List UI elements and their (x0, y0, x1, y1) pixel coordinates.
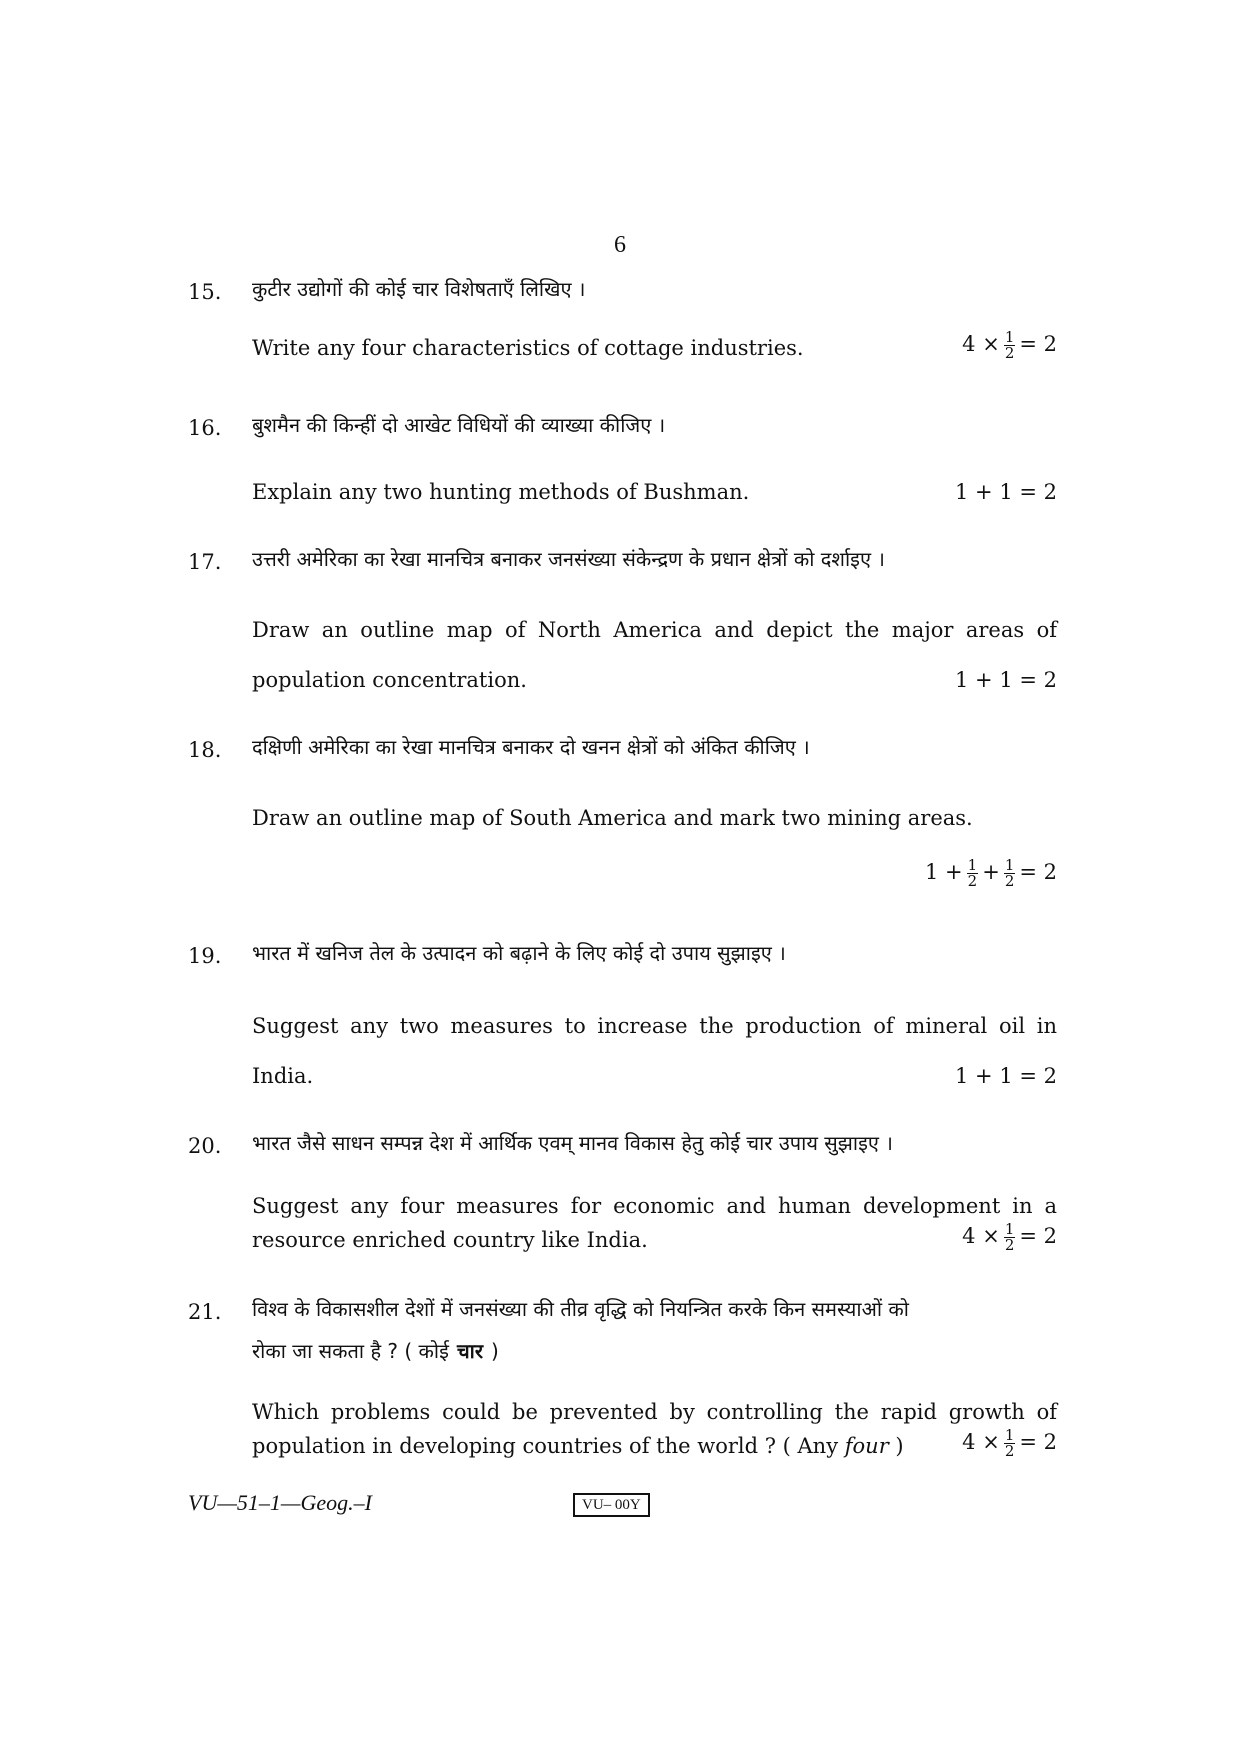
fraction: $\frac{1}{2}$ (1004, 1220, 1015, 1254)
question-english-line1: Suggest any four measures for economic and human development in a (252, 1194, 1057, 1218)
question-english-line1: Which problems could be prevented by controlling the rapid growth of (252, 1400, 1057, 1424)
question-hindi: भारत में खनिज तेल के उत्पादन को बढ़ाने के लिए कोई दो उपाय सुझाइए । (252, 941, 786, 965)
question-english-line1: Suggest any two measures to increase the production of mineral oil in (252, 1014, 1057, 1038)
page-number: 6 (614, 232, 626, 258)
question-hindi: बुशमैन की किन्हीं दो आखेट विधियों की व्याख्या कीजिए । (252, 413, 666, 437)
question-number: 20. (188, 1134, 222, 1158)
question-number: 18. (188, 738, 222, 762)
marks: 4 × $\frac{1}{2}$ = 2 (962, 1220, 1057, 1254)
question-english: Draw an outline map of South America and mark two mining areas. (252, 806, 973, 830)
fraction: $\frac{1}{2}$ (967, 856, 978, 890)
fraction: $\frac{1}{2}$ (1004, 856, 1015, 890)
fraction: $\frac{1}{2}$ (1004, 328, 1015, 362)
question-hindi-line1: विश्व के विकासशील देशों में जनसंख्या की तीव्र वृद्धि को नियन्त्रित करके किन समस्याओं को (252, 1297, 909, 1321)
question-english-line1: Draw an outline map of North America and depict the major areas of (252, 618, 1057, 642)
question-english-line2: population in developing countries of the world ? ( Any four ) (252, 1434, 904, 1458)
fraction: $\frac{1}{2}$ (1004, 1426, 1015, 1460)
question-hindi-line2: रोका जा सकता है ? ( कोई चार ) (252, 1339, 499, 1363)
question-number: 17. (188, 550, 222, 574)
question-number: 21. (188, 1300, 222, 1324)
marks: 4 × $\frac{1}{2}$ = 2 (962, 1426, 1057, 1460)
question-english-line2: population concentration. (252, 668, 527, 692)
question-number: 19. (188, 944, 222, 968)
marks: 1 + 1 = 2 (955, 668, 1057, 692)
question-hindi: उत्तरी अमेरिका का रेखा मानचित्र बनाकर जनसंख्या संकेन्द्रण के प्रधान क्षेत्रों को दर्शाइए । (252, 547, 885, 571)
question-hindi: दक्षिणी अमेरिका का रेखा मानचित्र बनाकर दो खनन क्षेत्रों को अंकित कीजिए । (252, 735, 810, 759)
question-hindi: भारत जैसे साधन सम्पन्न देश में आर्थिक एवम् मानव विकास हेतु कोई चार उपाय सुझाइए । (252, 1131, 893, 1155)
question-english-line2: India. (252, 1064, 314, 1088)
booklet-code-box: VU– 00Y (573, 1493, 650, 1517)
marks: 1 + 1 = 2 (955, 480, 1057, 504)
marks: 1 + $\frac{1}{2}$ + $\frac{1}{2}$ = 2 (925, 856, 1057, 890)
paper-code: VU—51–1—Geog.–I (188, 1490, 372, 1515)
question-english-line2: resource enriched country like India. (252, 1228, 648, 1252)
marks: 4 × $\frac{1}{2}$ = 2 (962, 328, 1057, 362)
question-english: Explain any two hunting methods of Bushman. (252, 480, 750, 504)
marks: 1 + 1 = 2 (955, 1064, 1057, 1088)
question-number: 15. (188, 280, 222, 304)
question-hindi: कुटीर उद्योगों की कोई चार विशेषताएँ लिखिए । (252, 277, 586, 301)
question-english: Write any four characteristics of cottage industries. (252, 336, 804, 360)
question-number: 16. (188, 416, 222, 440)
